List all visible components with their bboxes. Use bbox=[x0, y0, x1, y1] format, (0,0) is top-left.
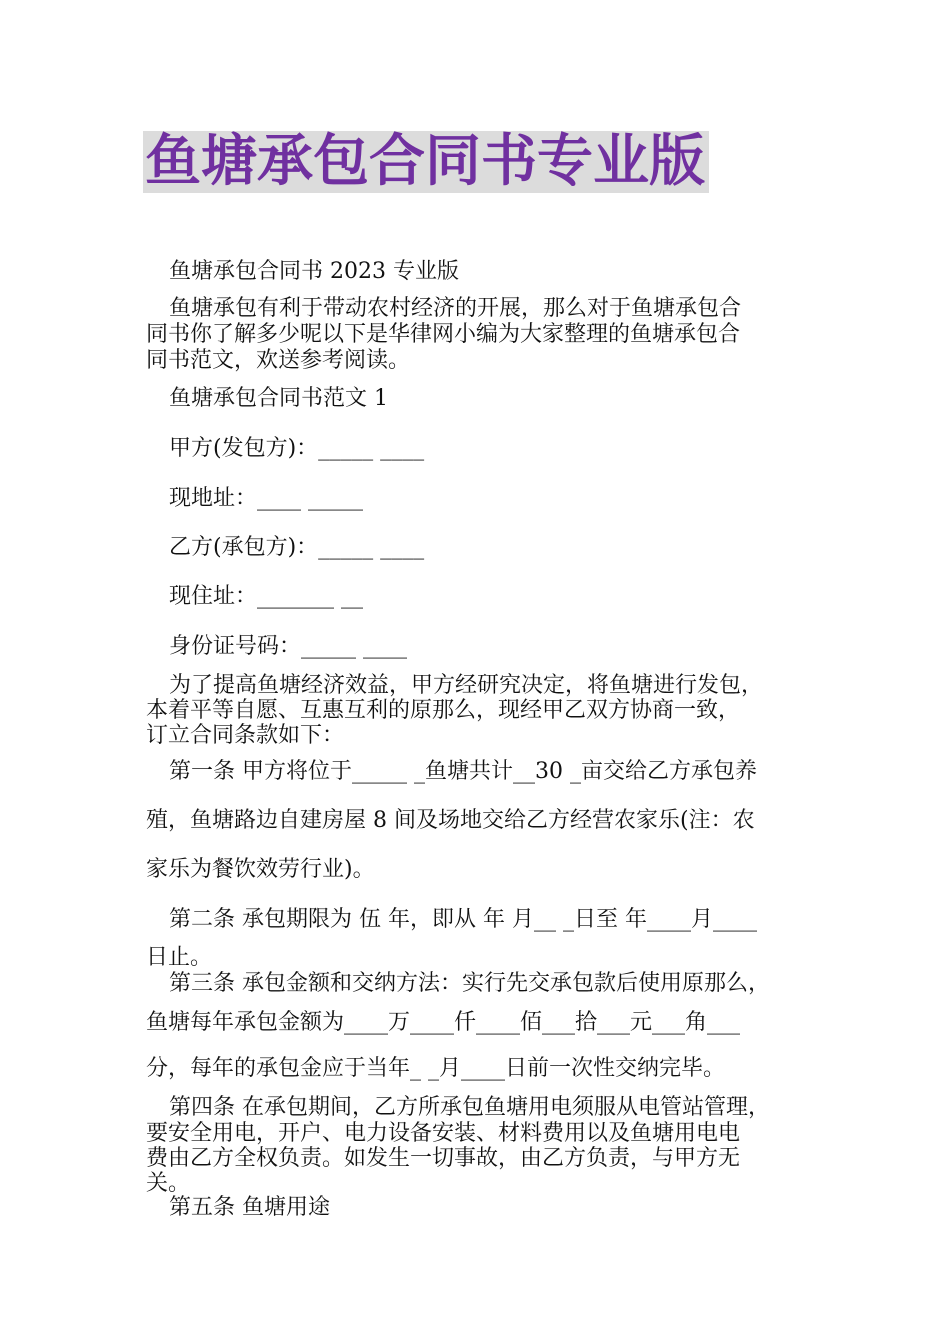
title-highlight bbox=[143, 131, 709, 193]
article-4-line-4: 关。 bbox=[146, 1171, 191, 1196]
article-2-line-2: 日止。 bbox=[146, 945, 213, 970]
page-title: 鱼塘承包合同书专业版 bbox=[145, 129, 705, 194]
article-2-line-1: 第二条 承包期限为 伍 年，即从 年 月__ _日至 年____月____ bbox=[169, 907, 757, 932]
article-4-line-3: 费由乙方全权负责。如发生一切事故，由乙方负责，与甲方无 bbox=[146, 1146, 741, 1171]
article-3-line-1: 第三条 承包金额和交纳方法：实行先交承包款后使用原那么， bbox=[169, 971, 770, 996]
preamble-line-3: 订立合同条款如下： bbox=[146, 723, 345, 748]
party-a-field: 甲方(发包方)：_____ ____ bbox=[169, 436, 425, 461]
id-number-field: 身份证号码：_____ ____ bbox=[169, 634, 407, 659]
article-3-line-2: 鱼塘每年承包金额为____万____仟____佰___拾___元___角___ bbox=[146, 1010, 741, 1035]
article-1-line-1: 第一条 甲方将位于_____ _鱼塘共计__30 _亩交给乙方承包养 bbox=[169, 759, 757, 784]
party-b-field: 乙方(承包方)：_____ ____ bbox=[169, 535, 425, 560]
article-5-line-1: 第五条 鱼塘用途 bbox=[169, 1195, 330, 1220]
intro-line-1: 鱼塘承包有利于带动农村经济的开展，那么对于鱼塘承包合 bbox=[169, 296, 742, 321]
article-1-line-2: 殖，鱼塘路边自建房屋 8 间及场地交给乙方经营农家乐(注：农 bbox=[146, 808, 755, 833]
subtitle: 鱼塘承包合同书 2023 专业版 bbox=[169, 259, 459, 284]
article-4-line-2: 要安全用电，开户、电力设备安装、材料费用以及鱼塘用电电 bbox=[146, 1121, 741, 1146]
article-4-line-1: 第四条 在承包期间，乙方所承包鱼塘用电须服从电管站管理， bbox=[169, 1095, 770, 1120]
intro-line-2: 同书你了解多少呢以下是华律网小编为大家整理的鱼塘承包合 bbox=[146, 322, 741, 347]
sample-heading: 鱼塘承包合同书范文 1 bbox=[169, 386, 388, 411]
article-1-line-3: 家乐为餐饮效劳行业)。 bbox=[146, 857, 375, 882]
preamble-line-1: 为了提高鱼塘经济效益，甲方经研究决定，将鱼塘进行发包， bbox=[169, 673, 764, 698]
address-a-field: 现地址：____ _____ bbox=[169, 486, 363, 511]
intro-line-3: 同书范文，欢送参考阅读。 bbox=[146, 348, 411, 373]
address-b-field: 现住址：_______ __ bbox=[169, 584, 363, 609]
article-3-line-3: 分，每年的承包金应于当年_ _月____日前一次性交纳完毕。 bbox=[146, 1056, 725, 1081]
preamble-line-2: 本着平等自愿、互惠互利的原那么，现经甲乙双方协商一致， bbox=[146, 698, 741, 723]
